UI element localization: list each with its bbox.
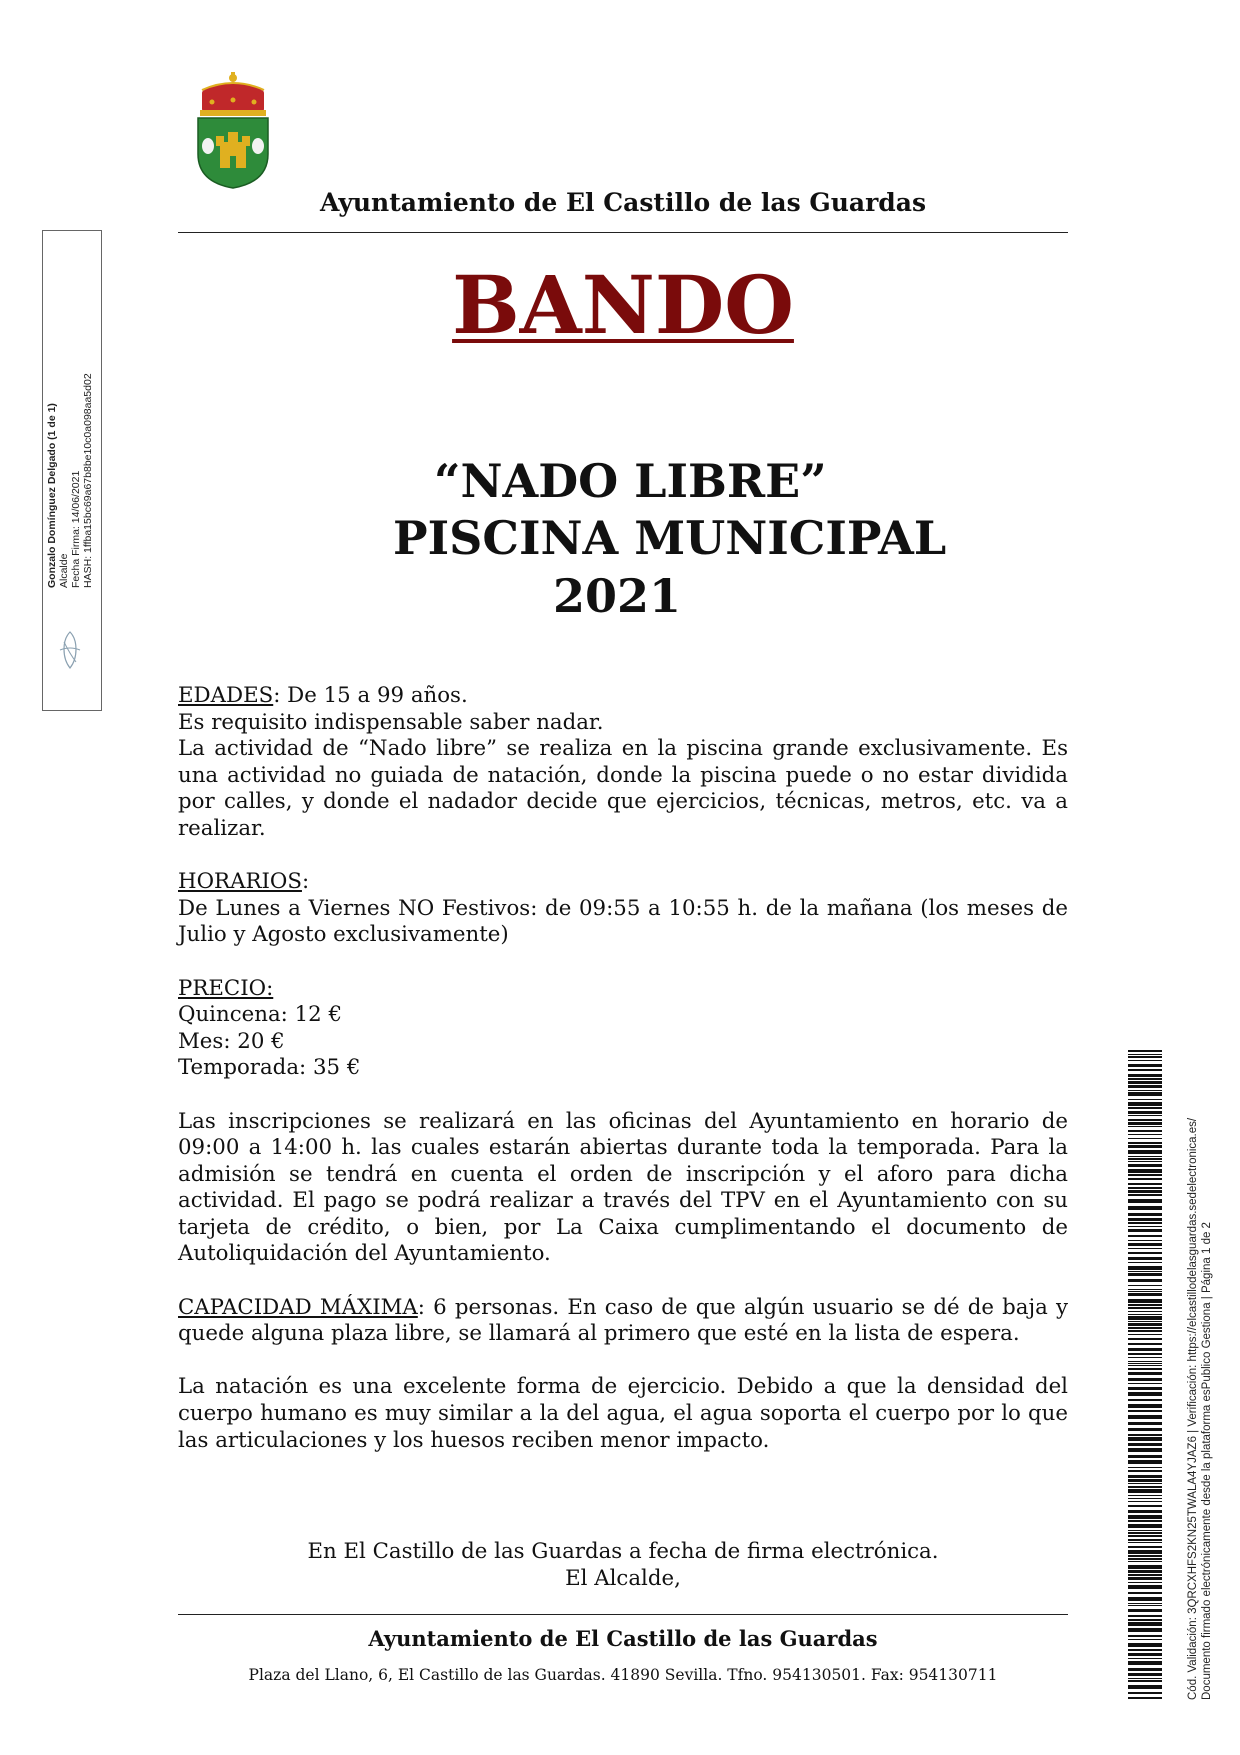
barcode-bar	[1128, 1161, 1162, 1162]
signature-signer: Gonzalo Domínguez Delgado (1 de 1)	[46, 403, 58, 588]
horarios-suffix: :	[301, 869, 310, 895]
barcode-bar	[1128, 1138, 1162, 1139]
barcode-bar	[1128, 1460, 1162, 1464]
precio-item: Mes: 20 €	[178, 1028, 285, 1054]
barcode-bar	[1128, 1448, 1162, 1452]
barcode-bar	[1128, 1692, 1162, 1694]
barcode-bar	[1128, 1546, 1162, 1548]
barcode-bar	[1128, 1555, 1162, 1557]
barcode-bar	[1128, 1574, 1162, 1576]
barcode-bar	[1128, 1107, 1162, 1109]
barcode-bar	[1128, 1279, 1162, 1282]
barcode-bar	[1128, 1069, 1162, 1071]
barcode-bar	[1128, 1213, 1162, 1216]
barcode-bar	[1128, 1314, 1162, 1315]
barcode-bar	[1128, 1348, 1162, 1351]
barcode-bar	[1128, 1316, 1162, 1320]
barcode-bar	[1128, 1187, 1162, 1189]
barcode-bar	[1128, 1410, 1162, 1412]
barcode-bar	[1128, 1273, 1162, 1276]
validation-barcode	[1128, 1050, 1162, 1700]
barcode-bar	[1128, 1218, 1162, 1221]
barcode-bar	[1128, 1603, 1162, 1604]
barcode-bar	[1128, 1293, 1162, 1296]
barcode-bar	[1128, 1661, 1162, 1665]
barcode-bar	[1128, 1130, 1162, 1132]
barcode-bar	[1128, 1321, 1162, 1322]
barcode-bar	[1128, 1190, 1162, 1193]
barcode-bar	[1128, 1365, 1162, 1366]
barcode-bar	[1128, 1622, 1162, 1626]
barcode-bar	[1128, 1530, 1162, 1531]
barcode-bar	[1128, 1183, 1162, 1185]
barcode-bar	[1128, 1539, 1162, 1541]
barcode-bar	[1128, 1489, 1162, 1493]
barcode-bar	[1128, 1615, 1162, 1617]
barcode-bar	[1128, 1285, 1162, 1286]
barcode-bar	[1128, 1443, 1162, 1446]
edades-value: : De 15 a 99 años.	[273, 683, 468, 708]
barcode-bar	[1128, 1311, 1162, 1312]
barcode-bar	[1128, 1550, 1162, 1554]
barcode-bar	[1128, 1156, 1162, 1157]
footer-organization	[178, 1600, 1068, 1651]
barcode-bar	[1128, 1178, 1162, 1180]
barcode-bar	[1128, 1252, 1162, 1254]
barcode-bar	[1128, 1415, 1162, 1419]
barcode-bar	[1128, 1558, 1162, 1560]
barcode-bar	[1128, 1486, 1162, 1488]
barcode-bar	[1128, 1515, 1162, 1519]
barcode-bar	[1128, 1353, 1162, 1355]
barcode-bar	[1128, 1194, 1162, 1196]
header-organization: Ayuntamiento de El Castillo de las Guardas	[319, 188, 927, 217]
footer-organization-text: Ayuntamiento de El Castillo de las Guardas	[368, 1626, 878, 1651]
barcode-bar	[1128, 1102, 1162, 1106]
barcode-bar	[1128, 1248, 1162, 1249]
barcode-bar	[1128, 1643, 1162, 1647]
barcode-bar	[1128, 1078, 1162, 1080]
precio-label: PRECIO:	[178, 975, 274, 1001]
barcode-bar	[1128, 1501, 1162, 1502]
barcode-bar	[1128, 1199, 1162, 1203]
barcode-bar	[1128, 1649, 1162, 1651]
barcode-bar	[1128, 1145, 1162, 1148]
barcode-bar	[1128, 1054, 1162, 1055]
document-title: BANDO	[452, 258, 794, 352]
closing-place-date: En El Castillo de las Guardas a fecha de firma electrónica.	[307, 1539, 939, 1564]
barcode-bar	[1128, 1639, 1162, 1640]
barcode-bar	[1128, 1111, 1162, 1114]
natacion-text: La natación es una excelente forma de ejercicio. Debido a que la densidad del cuerpo humano es muy similar a la del agua, el agua soporta el cuerpo por lo que las articulaciones y los huesos reciben menor impacto.	[178, 1374, 1068, 1453]
barcode-bar	[1128, 1483, 1162, 1484]
barcode-bar	[1128, 1222, 1162, 1224]
validation-code: Cód. Validación: 3QRCXHFS2KN25TWALA4YJAZ6 | Verificación: https://elcastillodelasguardas.sedelectronica.es/	[1187, 1117, 1199, 1700]
barcode-bar	[1128, 1090, 1162, 1091]
barcode-bar	[1128, 1122, 1162, 1125]
barcode-bar	[1128, 1470, 1162, 1472]
barcode-bar	[1128, 1304, 1162, 1306]
barcode-bar	[1128, 1299, 1162, 1303]
barcode-bar	[1128, 1434, 1162, 1436]
barcode-bar	[1128, 1064, 1162, 1067]
headline-year: 2021	[553, 569, 682, 623]
barcode-bar	[1128, 1658, 1162, 1659]
horarios-label: HORARIOS	[178, 869, 302, 895]
barcode-bar	[1128, 1206, 1162, 1210]
headline-piscina-municipal: PISCINA MUNICIPAL	[393, 511, 947, 565]
barcode-bar	[1128, 1081, 1162, 1084]
barcode-bar	[1128, 1266, 1162, 1270]
barcode-bar	[1128, 1257, 1162, 1260]
barcode-bar	[1128, 1174, 1162, 1176]
barcode-bar	[1128, 1635, 1162, 1637]
barcode-bar	[1128, 1619, 1162, 1621]
barcode-bar	[1128, 1327, 1162, 1329]
barcode-bar	[1128, 1158, 1162, 1160]
edades-description: La actividad de “Nado libre” se realiza en la piscina grande exclusivamente. Es una actividad no guiada de natación, donde la piscina puede o no estar dividida por calles, y donde el nadador decide que ejercicios, técnicas, metros, etc. va a realizar.	[178, 736, 1068, 841]
footer-address: Plaza del Llano, 6, El Castillo de las Guardas. 41890 Sevilla. Tfno. 954130501. Fax: 954130711	[248, 1666, 998, 1684]
barcode-bar	[1128, 1383, 1162, 1384]
barcode-bar	[1128, 1565, 1162, 1569]
barcode-bar	[1128, 1243, 1162, 1246]
barcode-bar	[1128, 1060, 1162, 1061]
barcode-bar	[1128, 1582, 1162, 1583]
header-divider	[178, 232, 1068, 233]
barcode-bar	[1128, 1235, 1162, 1237]
barcode-bar	[1128, 1092, 1162, 1096]
barcode-bar	[1128, 1361, 1162, 1362]
barcode-bar	[1128, 1668, 1162, 1671]
barcode-bar	[1128, 1357, 1162, 1358]
edades-label: EDADES	[178, 683, 274, 708]
edades-requirement: Es requisito indispensable saber nadar.	[178, 709, 604, 735]
barcode-bar	[1128, 1085, 1162, 1088]
barcode-bar	[1128, 1428, 1162, 1431]
barcode-bar	[1128, 1334, 1162, 1335]
barcode-bar	[1128, 1368, 1162, 1370]
barcode-bar	[1128, 1169, 1162, 1173]
headline-nado-libre: “NADO LIBRE”	[434, 454, 827, 508]
signature-seal-icon	[56, 628, 84, 672]
barcode-bar	[1128, 1561, 1162, 1562]
barcode-bar	[1128, 1577, 1162, 1580]
barcode-bar	[1128, 1422, 1162, 1425]
barcode-bar	[1128, 1605, 1162, 1606]
barcode-bar	[1128, 1119, 1162, 1121]
barcode-bar	[1128, 1455, 1162, 1458]
capacidad-text: : 6 personas. En caso de que algún usuario se dé de baja y quede alguna plaza libre, se llamará al primero que esté en la lista de espera.	[178, 1294, 1068, 1347]
capacidad-label: CAPACIDAD MÁXIMA	[178, 1294, 418, 1320]
barcode-bar	[1128, 1592, 1162, 1594]
barcode-bar	[1128, 1291, 1162, 1292]
barcode-bar	[1128, 1378, 1162, 1381]
barcode-bar	[1128, 1240, 1162, 1241]
barcode-bar	[1128, 1271, 1162, 1272]
horarios-heading	[178, 869, 1068, 896]
barcode-bar	[1128, 1050, 1162, 1052]
barcode-bar	[1128, 1673, 1162, 1676]
barcode-bar	[1128, 1570, 1162, 1573]
barcode-bar	[1128, 1074, 1162, 1077]
barcode-bar	[1128, 1323, 1162, 1326]
barcode-bar	[1128, 1387, 1162, 1390]
barcode-bar	[1128, 1262, 1162, 1263]
barcode-bar	[1128, 1520, 1162, 1522]
barcode-bar	[1128, 1126, 1162, 1127]
barcode-bar	[1128, 1399, 1162, 1401]
barcode-bar	[1128, 1524, 1162, 1528]
barcode-bar	[1128, 1226, 1162, 1227]
barcode-bar	[1128, 1099, 1162, 1100]
barcode-bar	[1128, 1609, 1162, 1612]
barcode-bar	[1128, 1678, 1162, 1679]
barcode-bar	[1128, 1330, 1162, 1332]
barcode-bar	[1128, 1372, 1162, 1375]
barcode-bar	[1128, 1437, 1162, 1441]
barcode-bar	[1128, 1479, 1162, 1482]
barcode-bar	[1128, 1343, 1162, 1345]
barcode-bar	[1128, 1505, 1162, 1507]
barcode-bar	[1128, 1653, 1162, 1656]
barcode-bar	[1128, 1697, 1162, 1699]
barcode-bar	[1128, 1229, 1162, 1232]
barcode-bar	[1128, 1164, 1162, 1167]
validation-platform: Documento firmado electrónicamente desde la plataforma esPublico Gestiona | Página 1 de 2	[1201, 1222, 1213, 1700]
barcode-bar	[1128, 1498, 1162, 1499]
barcode-bar	[1128, 1363, 1162, 1364]
closing-signatory: El Alcalde,	[565, 1565, 681, 1591]
inscripciones-text: Las inscripciones se realizará en las oficinas del Ayuntamiento en horario de 09:00 a 14:00 h. las cuales estarán abiertas durante toda la temporada. Para la admisión se tendrá en cuenta el orden de inscripción y el aforo para dicha actividad. El pago se podrá realizar a través del TPV en el Ayuntamiento con su tarjeta de crédito, o bien, por La Caixa cumplimentando el documento de Autoliquidación del Ayuntamiento.	[178, 1108, 1068, 1267]
barcode-bar	[1128, 1535, 1162, 1537]
barcode-bar	[1128, 1338, 1162, 1340]
barcode-bar	[1128, 1134, 1162, 1135]
barcode-bar	[1128, 1289, 1162, 1290]
barcode-bar	[1128, 1680, 1162, 1682]
precio-item: Quincena: 12 €	[178, 1002, 343, 1028]
barcode-bar	[1128, 1142, 1162, 1144]
body-text	[178, 683, 1068, 1454]
horarios-text: De Lunes a Viernes NO Festivos: de 09:55 a 10:55 h. de la mañana (los meses de Julio y Agosto exclusivamente)	[178, 895, 1068, 948]
precio-item: Temporada: 35 €	[178, 1055, 361, 1081]
barcode-bar	[1128, 1597, 1162, 1601]
barcode-bar	[1128, 1585, 1162, 1589]
barcode-bar	[1128, 1307, 1162, 1309]
barcode-bar	[1128, 1685, 1162, 1689]
capacidad-paragraph	[178, 1295, 1068, 1348]
barcode-bar	[1128, 1628, 1162, 1632]
coat-of-arms-logo	[192, 72, 274, 190]
barcode-bar	[1128, 1475, 1162, 1478]
barcode-bar	[1128, 1467, 1162, 1468]
barcode-bar	[1128, 1542, 1162, 1543]
barcode-bar	[1128, 1495, 1162, 1496]
barcode-bar	[1128, 1150, 1162, 1154]
barcode-bar	[1128, 1115, 1162, 1116]
signature-date: Fecha Firma: 14/06/2021	[70, 470, 82, 588]
barcode-bar	[1128, 1532, 1162, 1534]
barcode-bar	[1128, 1510, 1162, 1513]
closing	[178, 1539, 1068, 1592]
barcode-bar	[1128, 1404, 1162, 1408]
edades-line	[178, 683, 1068, 710]
barcode-bar	[1128, 1056, 1162, 1058]
signature-hash: HASH: 1ffba15bc69a67b8be10c0a098aa5d02	[82, 373, 94, 588]
signature-role: Alcalde	[58, 553, 70, 588]
barcode-bar	[1128, 1392, 1162, 1396]
